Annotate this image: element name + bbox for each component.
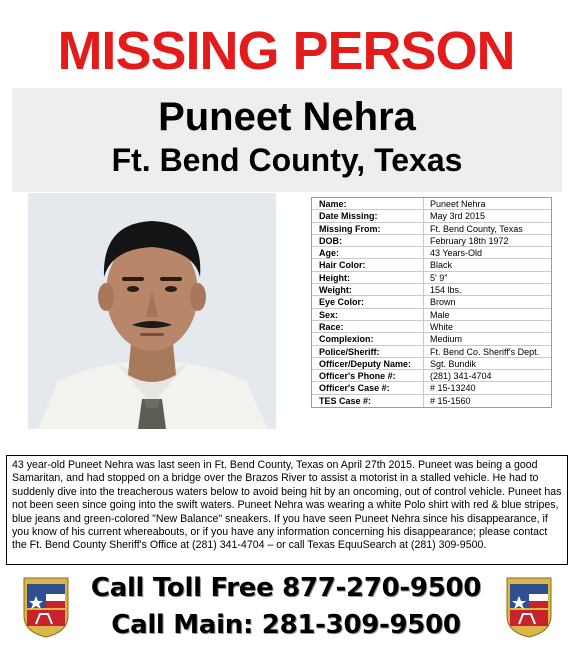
details-value: Sgt. Bundik — [430, 358, 477, 369]
details-value: 5' 9" — [430, 272, 448, 283]
details-label: Age: — [312, 247, 424, 258]
details-label: Officer's Case #: — [312, 382, 424, 393]
details-label: TES Case #: — [312, 395, 424, 407]
details-value: Brown — [430, 297, 456, 308]
details-label: Complexion: — [312, 333, 424, 344]
details-label: Date Missing: — [312, 210, 424, 221]
details-label: Sex: — [312, 309, 424, 320]
details-label: Police/Sheriff: — [312, 346, 424, 357]
details-table — [311, 197, 552, 408]
details-row — [312, 321, 551, 333]
details-label: Hair Color: — [312, 259, 424, 270]
details-row — [312, 296, 551, 308]
details-row — [312, 346, 551, 358]
details-row — [312, 272, 551, 284]
person-name: Puneet Nehra — [158, 95, 416, 139]
name-band — [12, 88, 562, 192]
details-value: # 15-1560 — [430, 395, 471, 406]
details-row — [312, 333, 551, 345]
details-label: DOB: — [312, 235, 424, 246]
details-value: Black — [430, 260, 453, 271]
details-label: Weight: — [312, 284, 424, 295]
details-label: Race: — [312, 321, 424, 332]
details-label: Name: — [312, 198, 424, 209]
details-value: White — [430, 321, 454, 332]
texas-equusearch-badge-left — [22, 576, 70, 638]
details-row — [312, 309, 551, 321]
missing-location: Ft. Bend County, Texas — [111, 142, 463, 178]
details-value: 43 Years-Old — [430, 248, 483, 259]
details-label: Officer/Deputy Name: — [312, 358, 424, 369]
details-row — [312, 235, 551, 247]
details-label: Height: — [312, 272, 424, 283]
person-photo — [28, 193, 276, 429]
details-value: February 18th 1972 — [430, 235, 509, 246]
details-value: # 15-13240 — [430, 383, 476, 394]
details-value: Ft. Bend County, Texas — [430, 223, 523, 234]
texas-equusearch-badge-right — [505, 576, 553, 638]
details-row — [312, 210, 551, 222]
details-label: Missing From: — [312, 223, 424, 234]
details-row — [312, 259, 551, 271]
details-value: 154 lbs. — [430, 285, 462, 296]
headline: MISSING PERSON — [57, 21, 515, 81]
details-row — [312, 395, 551, 407]
call-toll-free: Call Toll Free 877-270-9500 — [90, 573, 482, 603]
call-main: Call Main: 281-309-9500 — [111, 610, 461, 640]
details-value: Medium — [430, 334, 463, 345]
details-row — [312, 223, 551, 235]
badge-shield-icon — [505, 576, 553, 638]
details-value: (281) 341-4704 — [430, 371, 492, 382]
badge-shield-icon — [22, 576, 70, 638]
details-value: Puneet Nehra — [430, 199, 486, 209]
details-row — [312, 370, 551, 382]
details-value: Male — [430, 309, 450, 320]
details-value: Ft. Bend Co. Sheriff's Dept. — [430, 346, 540, 357]
details-row — [312, 358, 551, 370]
details-value: May 3rd 2015 — [430, 211, 486, 222]
details-row — [312, 247, 551, 259]
person-portrait-icon — [28, 193, 276, 429]
details-row — [312, 382, 551, 394]
details-label: Officer's Phone #: — [312, 370, 424, 381]
story-text: 43 year-old Puneet Nehra was last seen in Ft. Bend County, Texas on April 27th 2015. Puneet was being a good Samaritan, and had stopped on a bridge over the Brazos River to assist a motorist in a stalled vehicle. He had to suddenly dive into the treacherous waters below to avoid being hit by an oncoming, out of control vehicle. Puneet has not been seen since going into the swift waters. Puneet Nehra was wearing a white Polo shirt with red & blue stripes, blue jeans and green-colored "New Balance" sneakers. If you have seen Puneet Nehra since his disappearance, if you know of his current whereabouts, or if you have any information concerning his disappearance; please contact the Ft. Bend County Sheriff's Office at (281) 341-4704 – or call Texas EquuSearch at (281) 309-9500. — [6, 455, 568, 565]
details-row — [312, 198, 551, 210]
details-row — [312, 284, 551, 296]
details-label: Eye Color: — [312, 296, 424, 307]
